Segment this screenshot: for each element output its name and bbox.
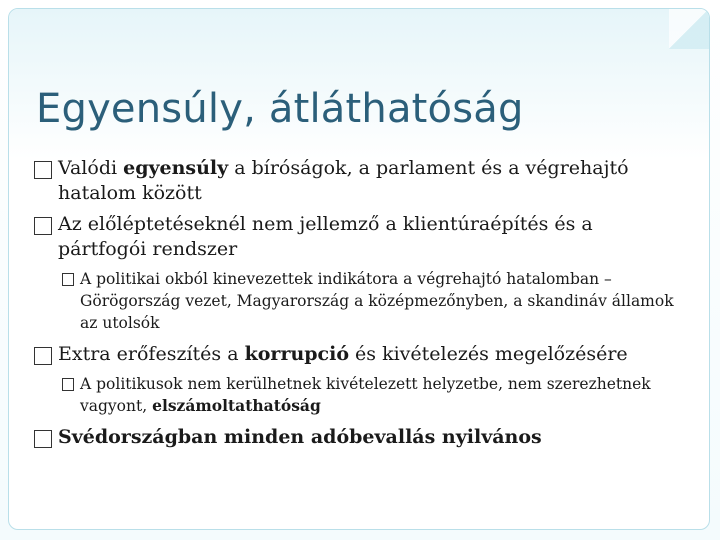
bullet-item <box>32 425 682 450</box>
corner-accent <box>669 9 709 49</box>
bullet-list <box>32 156 682 456</box>
sub-bullet-item <box>32 373 682 417</box>
bullet-item <box>32 156 682 206</box>
sub-bullet-item <box>32 268 682 334</box>
bullet-text-bold: korrupció <box>244 343 350 365</box>
bullet-text-bold: elszámoltathatóság <box>152 396 321 415</box>
missing-glyph-box-icon <box>34 161 52 179</box>
header-band <box>9 9 709 159</box>
bullet-text-bold: Svédországban minden adóbevallás nyilvános <box>58 426 542 448</box>
missing-glyph-box-icon <box>34 430 52 448</box>
bullet-text: A politikusok nem kerülhetnek kivételezett helyzetbe, nem szerezhetnek vagyont, <box>80 375 651 415</box>
missing-glyph-box-icon <box>34 217 52 235</box>
slide-title: Egyensúly, átláthatóság <box>36 86 524 132</box>
bullet-text: A politikai okból kinevezettek indikátora a végrehajtó hatalomban – Görögország vezet, Magyarország a középmezőnyben, a skandináv államok az utolsók <box>80 270 674 332</box>
bullet-text-bold: egyensúly <box>123 157 229 179</box>
bullet-text: a bíróságok, a parlament és a végrehajtó hatalom között <box>58 157 629 204</box>
bullet-item <box>32 342 682 367</box>
bullet-text: Extra erőfeszítés a <box>58 343 245 365</box>
bullet-text: Az előléptetéseknél nem jellemző a klientúraépítés és a pártfogói rendszer <box>58 213 593 260</box>
bullet-text: Valódi <box>58 157 124 179</box>
bullet-text: és kivételezés megelőzésére <box>349 343 628 365</box>
missing-glyph-box-icon <box>62 273 74 286</box>
bullet-item <box>32 212 682 262</box>
missing-glyph-box-icon <box>62 378 74 391</box>
missing-glyph-box-icon <box>34 347 52 365</box>
